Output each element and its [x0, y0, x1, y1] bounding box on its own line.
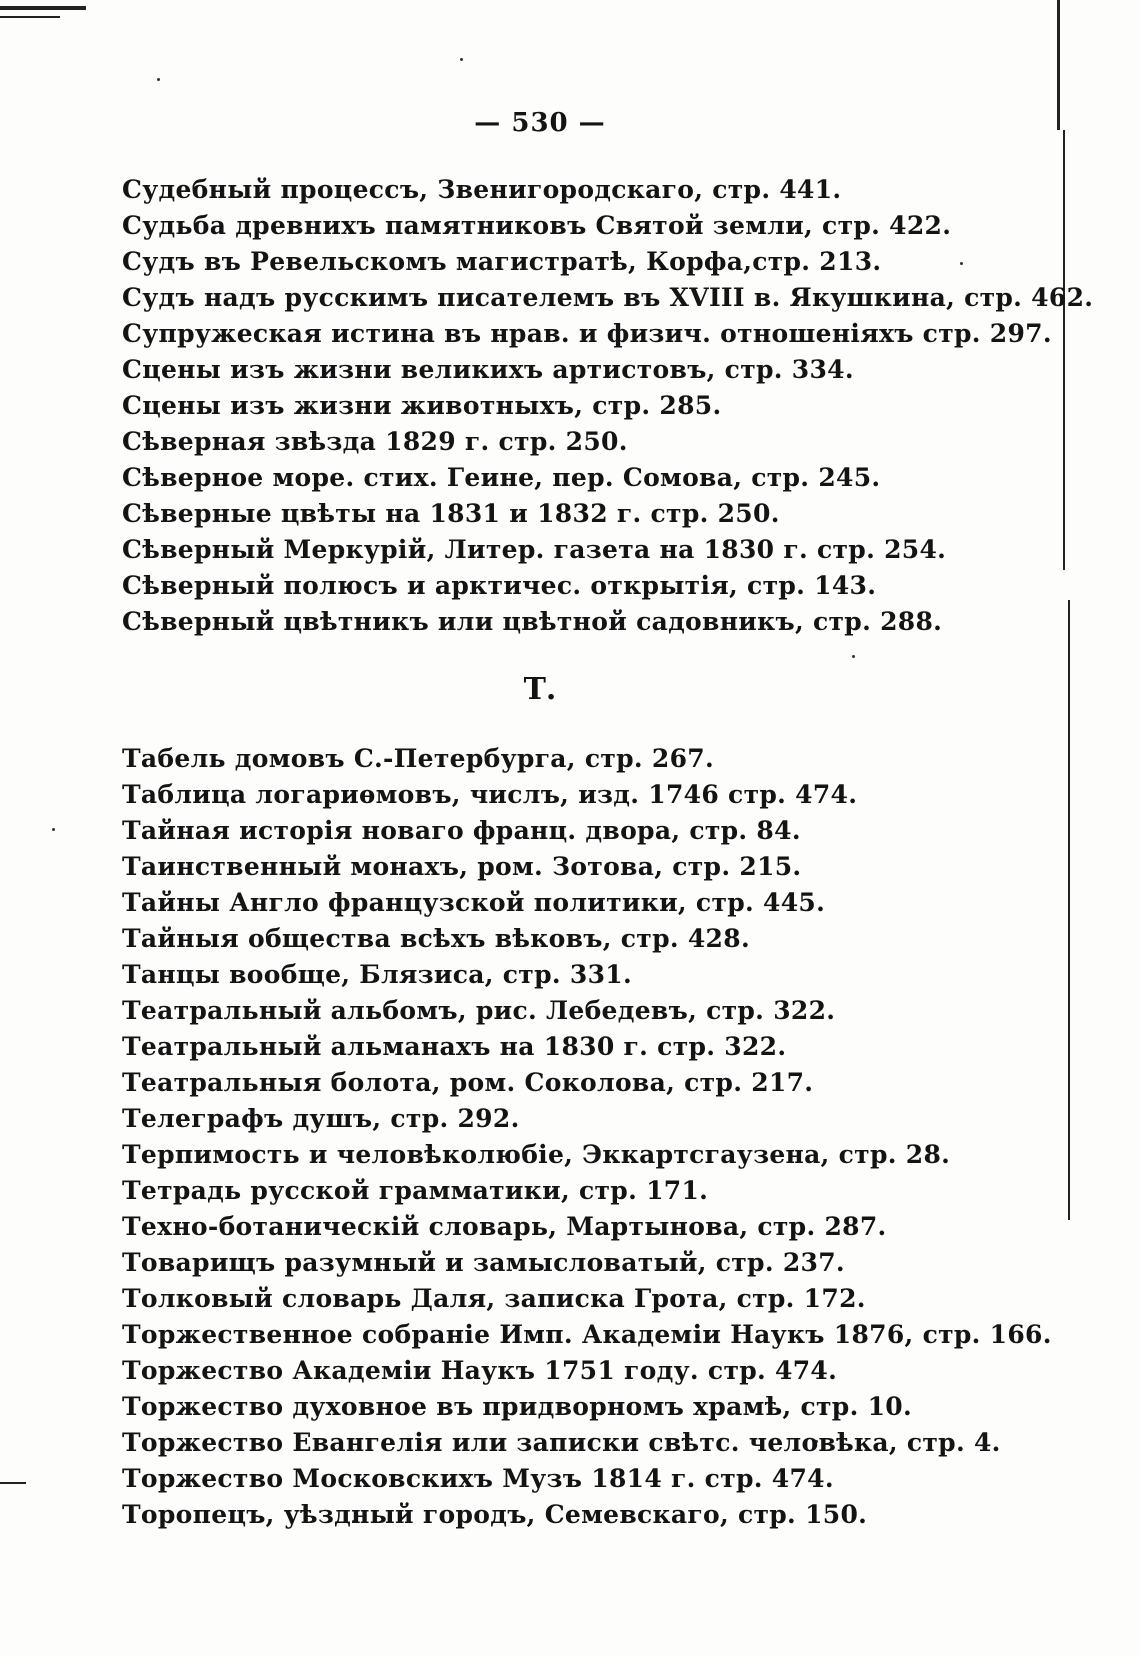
index-entry: Театральный альбомъ, рис. Лебедевъ, стр. 322.: [122, 996, 836, 1025]
index-entry: Таблица логариѳмовъ, числъ, изд. 1746 стр. 474.: [122, 780, 858, 809]
speck: [460, 58, 463, 61]
speck: [52, 828, 55, 831]
top-left-scan-mark: [0, 6, 86, 10]
index-entry: Тайная исторія новаго франц. двора, стр. 84.: [122, 816, 801, 845]
index-entry: Торжественное собраніе Имп. Академіи Наукъ 1876, стр. 166.: [122, 1320, 1052, 1349]
index-entry: Толковый словарь Даля, записка Грота, стр. 172.: [122, 1284, 866, 1313]
index-entry: Сѣверные цвѣты на 1831 и 1832 г. стр. 250.: [122, 499, 780, 528]
index-entry: Сѣверное море. стих. Геине, пер. Сомова, стр. 245.: [122, 463, 881, 492]
page-number: — 530 —: [474, 108, 606, 138]
index-entry: Тайныя общества всѣхъ вѣковъ, стр. 428.: [122, 924, 750, 953]
index-entry: Сцены изъ жизни великихъ артистовъ, стр. 334.: [122, 355, 854, 384]
index-entry: Терпимость и человѣколюбіе, Эккартсгаузена, стр. 28.: [122, 1140, 951, 1169]
section-t-entry-list: [122, 741, 1052, 1533]
index-entry: Торжество Академіи Наукъ 1751 году. стр. 474.: [122, 1356, 838, 1385]
index-entry: Торжество духовное въ придворномъ храмѣ, стр. 10.: [122, 1392, 912, 1421]
section-letter-heading: Т.: [523, 672, 557, 707]
index-entry: Торжество Евангелія или записки свѣтс. человѣка, стр. 4.: [122, 1428, 1001, 1457]
index-entry: Сѣверная звѣзда 1829 г. стр. 250.: [122, 427, 628, 456]
index-entry: Судъ въ Ревельскомъ магистратѣ, Корфа,стр. 213.: [122, 247, 882, 276]
speck: [852, 655, 855, 658]
index-entry: Техно-ботаническій словарь, Мартынова, стр. 287.: [122, 1212, 887, 1241]
index-entry: Судъ надъ русскимъ писателемъ въ XVIII в. Якушкина, стр. 462.: [122, 283, 1094, 312]
index-entry: Товарищъ разумный и замысловатый, стр. 237.: [122, 1248, 845, 1277]
index-entry: Торопецъ, уѣздный городъ, Семевскаго, стр. 150.: [122, 1500, 868, 1529]
speck: [157, 78, 160, 81]
index-entry: Театральный альманахъ на 1830 г. стр. 322.: [122, 1032, 787, 1061]
index-entry: Сцены изъ жизни животныхъ, стр. 285.: [122, 391, 722, 420]
index-entry: Судебный процессъ, Звенигородскаго, стр. 441.: [122, 175, 842, 204]
index-entry: Табель домовъ С.-Петербурга, стр. 267.: [122, 744, 715, 773]
top-left-scan-mark-2: [0, 16, 60, 18]
index-entry: Сѣверный полюсъ и арктичес. открытія, стр. 143.: [122, 571, 877, 600]
index-entry: Танцы вообще, Блязиса, стр. 331.: [122, 960, 632, 989]
index-entry: Судьба древнихъ памятниковъ Святой земли, стр. 422.: [122, 211, 952, 240]
index-entry: Театральныя болота, ром. Соколова, стр. 217.: [122, 1068, 814, 1097]
index-entry: Тайны Англо французской политики, стр. 445.: [122, 888, 826, 917]
bottom-left-scan-mark: [0, 1482, 26, 1484]
section-s-entry-list: [122, 172, 1093, 640]
index-entry: Таинственный монахъ, ром. Зотова, стр. 215.: [122, 852, 802, 881]
index-entry: Сѣверный Меркурій, Литер. газета на 1830 г. стр. 254.: [122, 535, 947, 564]
index-entry: Телеграфъ душъ, стр. 292.: [122, 1104, 520, 1133]
index-entry: Сѣверный цвѣтникъ или цвѣтной садовникъ, стр. 288.: [122, 607, 943, 636]
index-entry: Торжество Московскихъ Музъ 1814 г. стр. 474.: [122, 1464, 834, 1493]
index-entry: Супружеская истина въ нрав. и физич. отношеніяхъ стр. 297.: [122, 319, 1052, 348]
index-entry: Тетрадь русской грамматики, стр. 171.: [122, 1176, 709, 1205]
